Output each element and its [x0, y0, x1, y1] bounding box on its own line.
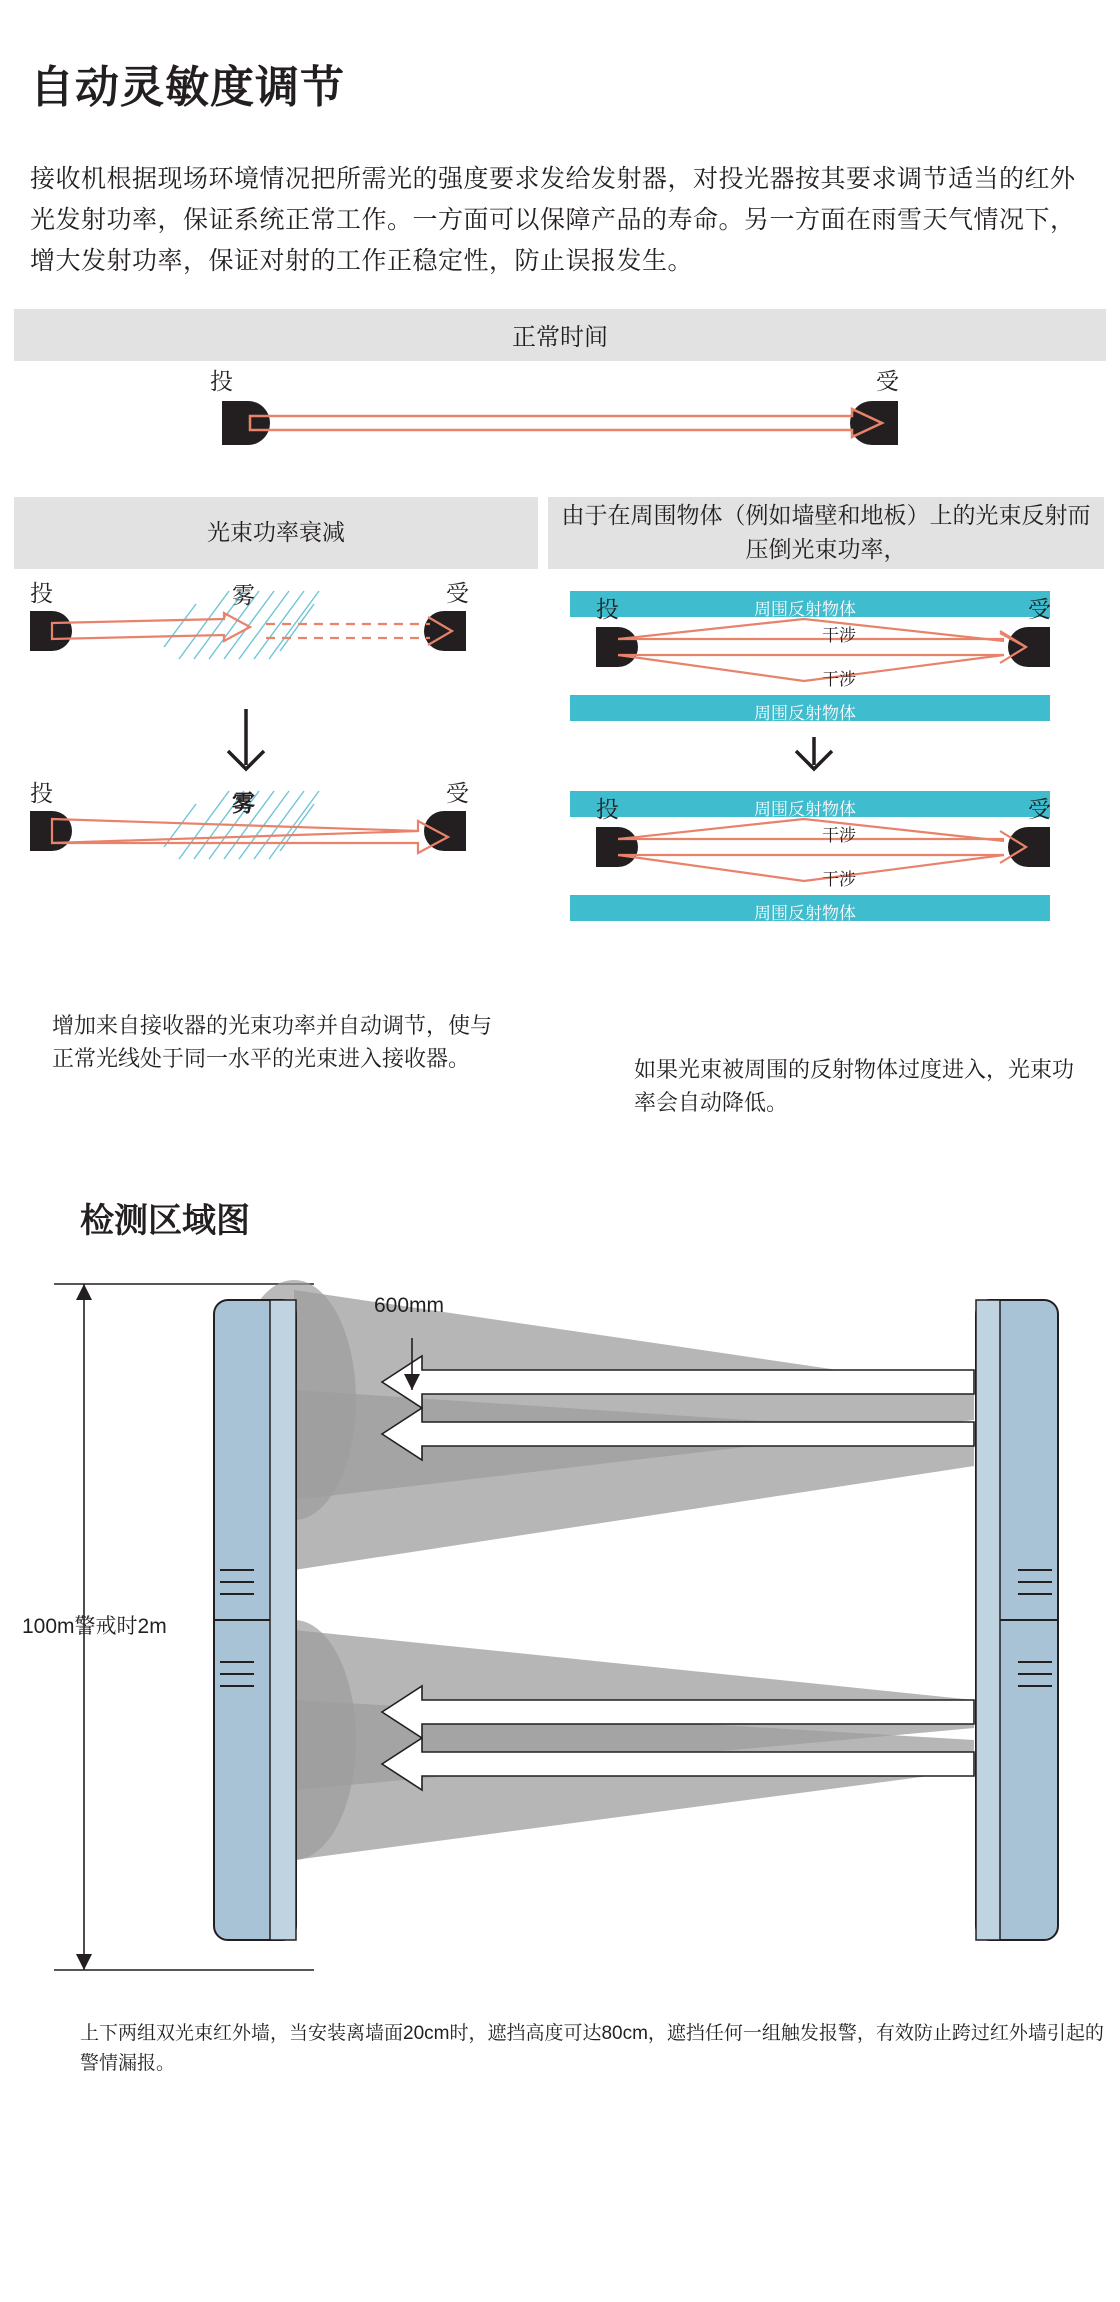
reflect-top-bar-top-label: 周围反射物体	[754, 599, 856, 619]
page-root	[0, 29, 1120, 2137]
captions-row	[14, 1009, 1106, 1129]
normal-emitter-label: 投	[210, 367, 233, 394]
emitter-device-icon	[222, 401, 270, 445]
fog-down-arrow	[228, 709, 264, 769]
fog-bottom-fog-label: 雾	[232, 789, 255, 816]
receiver-device-icon	[850, 401, 898, 445]
reflect-top-interference-1: 干涉	[822, 625, 856, 645]
dimension-600mm-label: 600mm	[374, 1294, 445, 1318]
detection-svg	[14, 1270, 1106, 1990]
attenuation-diagrams	[14, 569, 1106, 1009]
reflect-top-receiver-icon	[1008, 627, 1050, 667]
normal-time-band	[14, 309, 1106, 361]
reflect-top-bar-bottom-label: 周围反射物体	[754, 703, 856, 723]
normal-time-label: 正常时间	[512, 324, 608, 352]
reflect-bottom-receiver-icon	[1008, 827, 1050, 867]
reflect-bottom-bar-top-label: 周围反射物体	[754, 799, 856, 819]
detection-title: 检测区域图	[80, 1201, 250, 1240]
reflect-bottom-receiver-label: 受	[1028, 795, 1051, 822]
band-reflection-label: 由于在周围物体（例如墙壁和地板）上的光束反射而压倒光束功率，	[561, 502, 1091, 562]
fog-top-fog-label: 雾	[232, 581, 255, 608]
condition-bands	[14, 497, 1106, 569]
reflect-bottom-interference-1: 干涉	[822, 825, 856, 845]
attenuation-svg	[14, 569, 1106, 1009]
fog-bottom-beam-2	[52, 831, 418, 843]
reflect-down-arrow	[796, 737, 832, 769]
fog-caption: 增加来自接收器的光束功率并自动调节，使与正常光线处于同一水平的光束进入接收器。	[52, 1012, 493, 1071]
detection-diagram	[14, 1270, 1106, 1990]
band-reflection	[548, 497, 1104, 569]
page-title: 自动灵敏度调节	[30, 63, 345, 113]
vertical-arrow-down	[76, 1954, 92, 1970]
reflect-top-receiver-label: 受	[1028, 595, 1051, 622]
fog-top-emitter-label: 投	[30, 579, 53, 606]
vertical-arrow-up	[76, 1284, 92, 1300]
detection-footnote: 上下两组双光束红外墙，当安装离墙面20cm时，遮挡高度可达80cm，遮挡任何一组触发报警，有效防止跨过红外墙引起的警情漏报。	[80, 2023, 1104, 2074]
reflect-top-emitter-label: 投	[596, 595, 619, 622]
reflect-bottom-bar-bottom-label: 周围反射物体	[754, 903, 856, 923]
band-beam-attenuation-label: 光束功率衰减	[207, 519, 345, 546]
normal-time-diagram	[14, 361, 1106, 471]
fog-bottom-receiver-icon	[424, 811, 466, 851]
normal-receiver-label: 受	[876, 367, 899, 394]
fog-top-beam	[52, 613, 250, 641]
left-device-edge	[270, 1300, 296, 1940]
fog-bottom-emitter-label: 投	[30, 779, 53, 806]
right-device-edge	[976, 1300, 1000, 1940]
dimension-height-label: 100m警戒时2m	[22, 1615, 167, 1639]
fog-bottom-receiver-label: 受	[446, 779, 469, 806]
reflect-bottom-emitter-label: 投	[596, 795, 619, 822]
reflect-bottom-interference-2: 干涉	[822, 869, 856, 889]
band-beam-attenuation	[14, 497, 538, 569]
fog-top-receiver-label: 受	[446, 579, 469, 606]
reflect-top-interference-2: 干涉	[822, 669, 856, 689]
normal-diagram-svg	[14, 361, 1106, 471]
reflect-bottom-emitter-icon	[596, 827, 638, 867]
fog-top-receiver-icon	[424, 611, 466, 651]
beam-arrow	[250, 409, 882, 437]
intro-paragraph: 接收机根据现场环境情况把所需光的强度要求发给发射器，对投光器按其要求调节适当的红外光发射功率，保证系统正常工作。一方面可以保障产品的寿命。另一方面在雨雪天气情况下，增大发射功率，保证对射的工作正稳定性，防止误报发生。	[30, 164, 1076, 276]
reflect-top-emitter-icon	[596, 627, 638, 667]
reflect-caption: 如果光束被周围的反射物体过度进入，光束功率会自动降低。	[634, 1056, 1075, 1115]
